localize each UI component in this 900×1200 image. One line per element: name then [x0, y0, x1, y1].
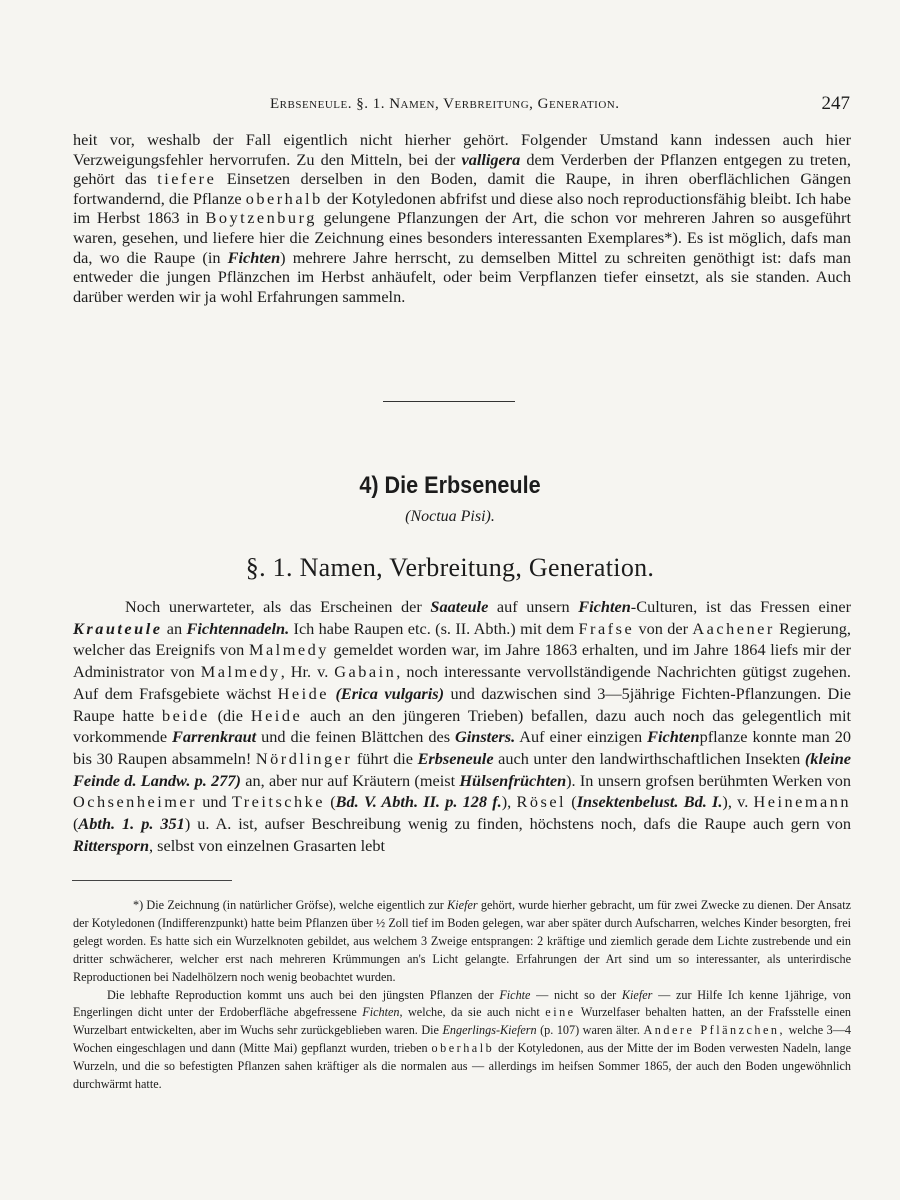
- text: Auf einer einzigen: [515, 727, 648, 747]
- plant-name: Fichtennadeln.: [186, 618, 290, 638]
- text: ), v.: [722, 792, 754, 812]
- plant-name: Fichte: [499, 987, 531, 1002]
- text: , Hr. v.: [280, 662, 335, 682]
- place-name: Boytzenburg: [205, 208, 317, 228]
- species-name: valligera: [461, 149, 521, 169]
- text: dem Verderben der Pflanzen entgegen zu treten, gehört das: [73, 149, 851, 189]
- text: Regierung, welcher das Ereignifs von: [73, 618, 851, 660]
- place-name: Malmedy: [200, 662, 281, 682]
- text: und dazwischen sind 3—5jährige Fichten-Pflanzungen. Die Raupe hatte: [73, 683, 851, 725]
- text: heit vor, weshalb der Fall eigentlich nicht hierher gehört. Folgender Umstand kann indessen auch hier Verzweigungsfehler hervorrufen. Zu den Mitteln, bei der: [73, 130, 851, 169]
- text: -Culturen, ist das Fressen einer: [630, 597, 851, 616]
- text: der Kotyledonen, aus der Mitte der im Boden verwesten Nadeln, lange Wurzeln, und die so befestigten Pflanzen sahen kräftiger als die normalen aus — allerdings im heifsen Sommer 1865, der auch den Boden ungewöhnlich durchwärmt hatte.: [73, 1041, 852, 1092]
- text: und die feinen Blättchen des: [256, 727, 455, 747]
- person-name: Ochsenheimer: [73, 792, 198, 812]
- plant-name: Fichten: [647, 727, 700, 747]
- text: welche 3—4 Wochen eingeschlagen und dann (Mitte Mai) gepflanzt wurden, trieben: [73, 1023, 851, 1056]
- plant-name: Heide: [250, 705, 303, 725]
- section-title: §. 1. Namen, Verbreitung, Generation.: [245, 553, 655, 582]
- text: pflanze konnte man 20 bis 30 Raupen absammeln!: [73, 727, 851, 768]
- citation: Insektenbelust. Bd. I.: [576, 792, 723, 812]
- text: Noch unerwarteter, als das Erscheinen der: [125, 597, 431, 616]
- person-name: Nördlinger: [255, 748, 353, 768]
- footnote-divider: [72, 880, 232, 881]
- text: ) mehrere Jahre herrscht, zu demselben Mittel zu schreiten genöthigt ist: dafs man entweder die jungen Pflänzchen im Herbst anhäufelt, oder beim Verpflanzen tiefer einsetzt, als sie standen. Auch darüber werden wir ja wohl Erfahrungen sammeln.: [73, 247, 852, 306]
- emphasis: oberhalb: [245, 188, 323, 208]
- emphasis: eine: [545, 1005, 576, 1020]
- text: der Kotyledonen abfrifst und diese also noch reproductionsfähig bleibt. Ich habe im Herbst 1863 in: [73, 188, 851, 228]
- plant-name: Engerlings-Kiefern: [442, 1023, 537, 1038]
- text: Ich habe Raupen etc. (s. II. Abth.) mit dem: [289, 618, 579, 638]
- citation: Abth. 1. p. 351: [78, 814, 185, 834]
- species-name: (Erica vulgaris): [335, 683, 445, 703]
- text: gemeldet worden war, im Jahre 1863 erhalten, und im Jahre 1864 liefs mir der Administrator von: [73, 640, 851, 682]
- plant-name: Farrenkraut: [172, 727, 257, 747]
- text: führt die: [352, 748, 418, 768]
- plant-name: Rittersporn: [73, 835, 150, 855]
- footnote: [73, 987, 851, 1094]
- plant-name: Ginsters.: [455, 727, 516, 747]
- page-header: [270, 93, 850, 117]
- person-name: Treitschke: [231, 792, 326, 812]
- text: auch unter den landwirthschaftlichen Insekten: [493, 748, 805, 768]
- text: von der: [634, 618, 693, 638]
- text: , noch interessante vervollständigende Nachrichten gütigst zugehen. Auf dem Frafsgebiete wächst: [73, 662, 851, 703]
- text: (p. 107) waren älter.: [536, 1023, 644, 1038]
- text: *) Die Zeichnung (in natürlicher Gröfse), welche eigentlich zur: [133, 898, 448, 912]
- place-name: Malmedy: [248, 640, 329, 660]
- continued-paragraph: [73, 130, 851, 306]
- emphasis: Frafse: [578, 618, 635, 638]
- plant-name: Fichten: [578, 597, 631, 616]
- person-name: Heinemann: [753, 792, 852, 812]
- text: , selbst von einzelnen Grasarten lebt: [149, 835, 386, 855]
- text: — zur Hilfe Ich kenne 1jährige, von Engerlingen dicht unter der Erdoberfläche abgefressene: [73, 987, 851, 1020]
- person-name: Rösel: [516, 792, 567, 812]
- emphasis: Andere Pflänzchen,: [643, 1023, 786, 1038]
- plant-name: Fichten: [227, 247, 281, 267]
- emphasis: beide: [161, 705, 210, 725]
- text: ) u. A. ist, aufser Beschreibung wenig zu finden, höchstens noch, dafs die Raupe auch gern von: [184, 814, 851, 834]
- main-paragraph: [73, 596, 851, 856]
- latin-name: (Noctua Pisi).: [405, 508, 495, 525]
- text: an, aber nur auf Kräutern (meist: [240, 770, 460, 790]
- text: an: [162, 618, 187, 638]
- paragraph: [73, 596, 851, 856]
- plant-name: Kiefer: [621, 987, 653, 1002]
- citation: (kleine Feinde d. Landw. p. 277): [73, 748, 852, 790]
- person-name: Gabain: [334, 662, 397, 682]
- text: (die: [209, 705, 251, 725]
- text: (: [566, 792, 577, 812]
- chapter-title: 4) Die Erbseneule: [359, 472, 541, 499]
- text: Wurzelfaser behalten hatten, an der Frafsstelle einen Wurzelbart entwickelten, aber im Wuchs sehr zurückgeblieben waren. Die: [73, 1005, 851, 1038]
- footnotes: [73, 897, 851, 1094]
- text: (: [73, 814, 79, 834]
- emphasis: oberhalb: [431, 1041, 495, 1056]
- text: und: [197, 792, 232, 812]
- plant-name: Hülsenfrüchten: [459, 770, 567, 790]
- plant-name: Kiefer: [447, 898, 478, 912]
- emphasis: tiefere: [157, 169, 217, 189]
- text: gehört, wurde hierher gebracht, um für zwei Zwecke zu dienen. Der Ansatz der Kotyledonen (Indifferenzpunkt) hatte beim Pflanzen über ½ Zoll tief im Boden gelegen, war aber später durch Aufscharren, welches Kinder besorgten, frei gelegt worden. Es hatte sich ein Wurzelknoten gebildet, aus welchem 3 Zweige entsprangen: 2 kräftige und ziemlich gerade dem Lichte zustrebende und ein dritter schwächerer, welcher erst nach mehreren Krümmungen an's Licht gelangte. Erfahrungen der Art sind um so interessanter, als unterirdische Reproductionen bei Nadelhölzern noch wenig beobachtet wurden.: [73, 898, 851, 984]
- species-name: Erbseneule: [417, 748, 494, 768]
- text: ),: [501, 792, 517, 812]
- place-name: Aachener: [692, 618, 775, 638]
- text: Die lebhafte Reproduction kommt uns auch bei den jüngsten Pflanzen der: [107, 987, 500, 1002]
- text: welche, da sie auch nicht: [402, 1005, 546, 1020]
- species-name: Krauteule: [73, 618, 163, 638]
- plant-name: Fichten,: [362, 1005, 403, 1020]
- plant-name: Heide: [277, 683, 330, 703]
- species-name: Saateule: [430, 597, 489, 616]
- text: gelungene Pflanzungen der Art, die schon vor mehreren Jahren so ausgeführt waren, gesehen, und liefere hier die Zeichnung eines besonders interessanten Exemplares*). Es ist möglich, dafs man da, wo die Raupe (in: [73, 208, 851, 267]
- footnote: [73, 897, 851, 987]
- text: (: [325, 792, 336, 812]
- text: auf unsern: [488, 597, 579, 616]
- text: auch an den jüngeren Trieben) befallen, dazu auch noch das gelegentlich mit vorkommende: [73, 705, 852, 747]
- text: — nicht so der: [530, 987, 622, 1002]
- paragraph: [73, 130, 851, 306]
- running-head: Erbseneule. §. 1. Namen, Verbreitung, Generation.: [270, 96, 620, 112]
- citation: Bd. V. Abth. II. p. 128 f.: [335, 792, 502, 812]
- text: Einsetzen derselben in den Boden, damit die Raupe, in ihren oberflächlichen Gängen fortwandernd, die Pflanze: [73, 169, 851, 208]
- section-divider: [383, 401, 515, 402]
- text: ). In unsern grofsen berühmten Werken von: [566, 770, 851, 790]
- page-number: 247: [821, 93, 850, 114]
